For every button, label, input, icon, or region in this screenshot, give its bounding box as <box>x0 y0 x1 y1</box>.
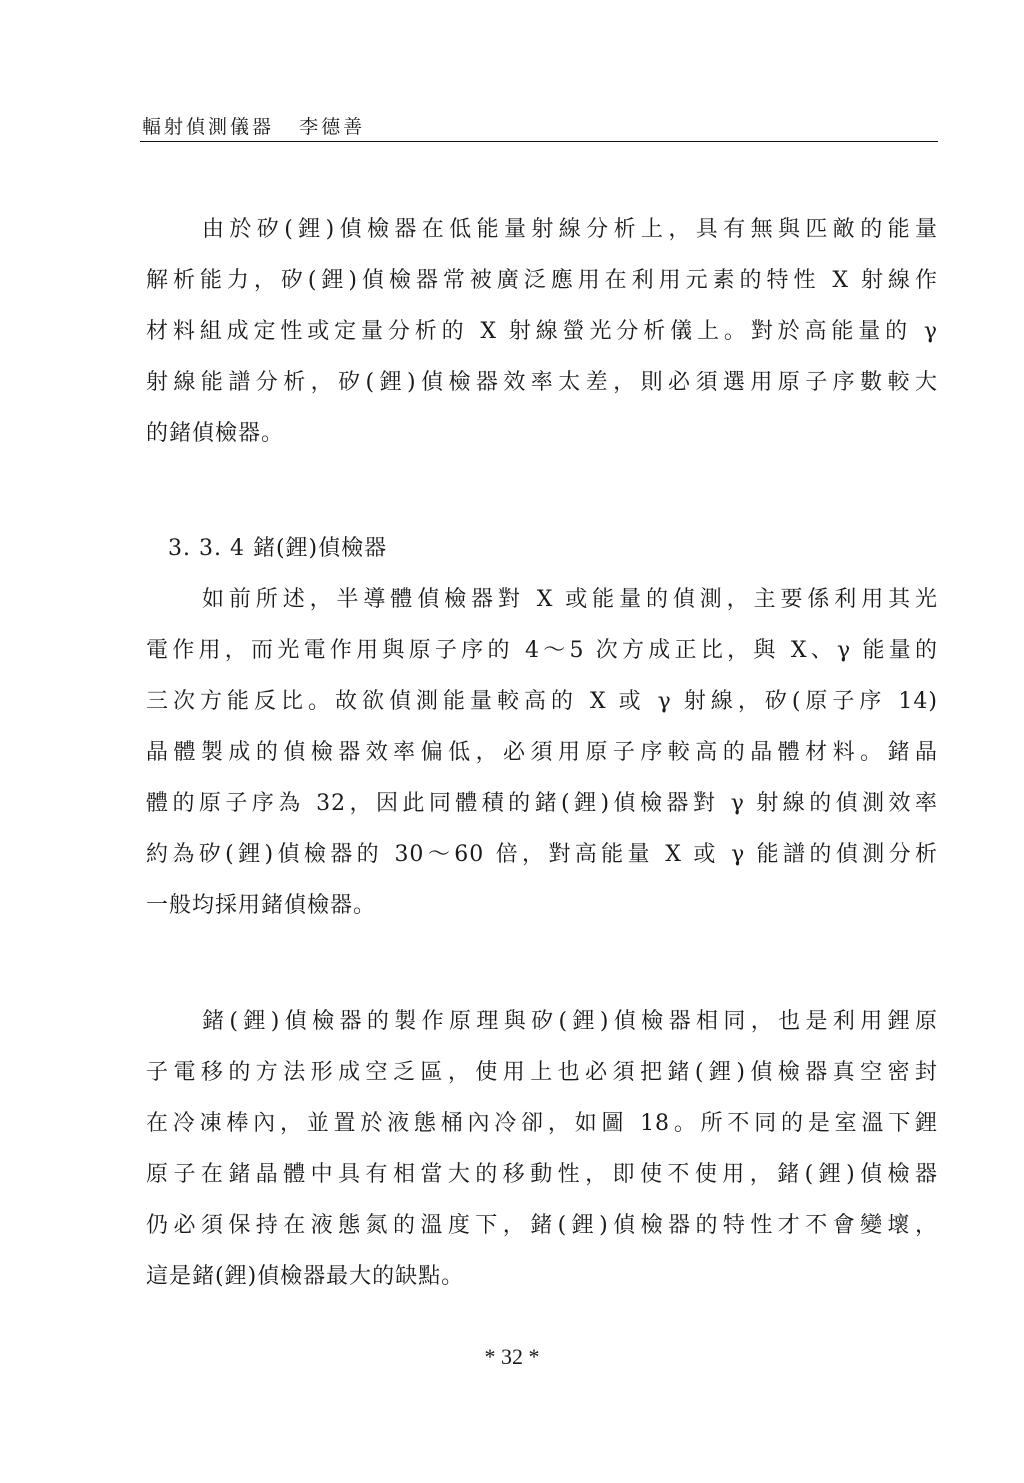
paragraph-line: 體的原子序為 32，因此同體積的鍺(鋰)偵檢器對 γ 射線的偵測效率 <box>146 791 938 816</box>
paragraph-line: 的鍺偵檢器。 <box>146 421 285 446</box>
paragraph-line: 射線能譜分析，矽(鋰)偵檢器效率太差，則必須選用原子序數較大 <box>146 370 938 395</box>
book-title: 輻射偵測儀器 <box>142 116 275 138</box>
paragraph-silicon-lithium-detector <box>146 215 938 470</box>
paragraph-line: 原子在鍺晶體中具有相當大的移動性，即使不使用，鍺(鋰)偵檢器 <box>146 1162 938 1187</box>
paragraph-line: 如前所述，半導體偵檢器對 X 或能量的偵測，主要係利用其光 <box>202 587 938 612</box>
section-heading: 3. 3. 4 鍺(鋰)偵檢器 <box>168 536 388 561</box>
paragraph-line: 約為矽(鋰)偵檢器的 30～60 倍，對高能量 X 或 γ 能譜的偵測分析 <box>146 842 938 867</box>
paragraph-line: 鍺(鋰)偵檢器的製作原理與矽(鋰)偵檢器相同，也是利用鋰原 <box>202 1009 938 1034</box>
paragraph-line: 在冷凍棒內，並置於液態桶內冷卻，如圖 18。所不同的是室溫下鋰 <box>146 1111 938 1136</box>
paragraph-line: 材料組成定性或定量分析的 X 射線螢光分析儀上。對於高能量的 γ <box>146 319 938 344</box>
paragraph-line: 由於矽(鋰)偵檢器在低能量射線分析上，具有無與匹敵的能量 <box>202 217 938 242</box>
paragraph-semiconductor-efficiency <box>146 585 938 942</box>
paragraph-line: 這是鍺(鋰)偵檢器最大的缺點。 <box>146 1264 465 1289</box>
paragraph-line: 一般均採用鍺偵檢器。 <box>146 893 377 918</box>
paragraph-line: 三次方能反比。故欲偵測能量較高的 X 或 γ 射線，矽(原子序 14) <box>146 689 938 714</box>
paragraph-line: 子電移的方法形成空乏區，使用上也必須把鍺(鋰)偵檢器真空密封 <box>146 1060 938 1085</box>
paragraph-line: 仍必須保持在液態氮的溫度下，鍺(鋰)偵檢器的特性才不會變壞， <box>146 1213 938 1238</box>
header-rule <box>140 141 938 142</box>
paragraph-line: 解析能力，矽(鋰)偵檢器常被廣泛應用在利用元素的特性 X 射線作 <box>146 268 938 293</box>
paragraph-germanium-lithium-fabrication <box>146 1007 938 1313</box>
page-number: * 32 * <box>484 1344 540 1369</box>
paragraph-line: 晶體製成的偵檢器效率偏低，必須用原子序較高的晶體材料。鍺晶 <box>146 740 938 765</box>
running-header <box>142 112 365 139</box>
paragraph-line: 電作用，而光電作用與原子序的 4～5 次方成正比，與 X、γ 能量的 <box>146 638 938 663</box>
author-name: 李德善 <box>299 116 366 138</box>
